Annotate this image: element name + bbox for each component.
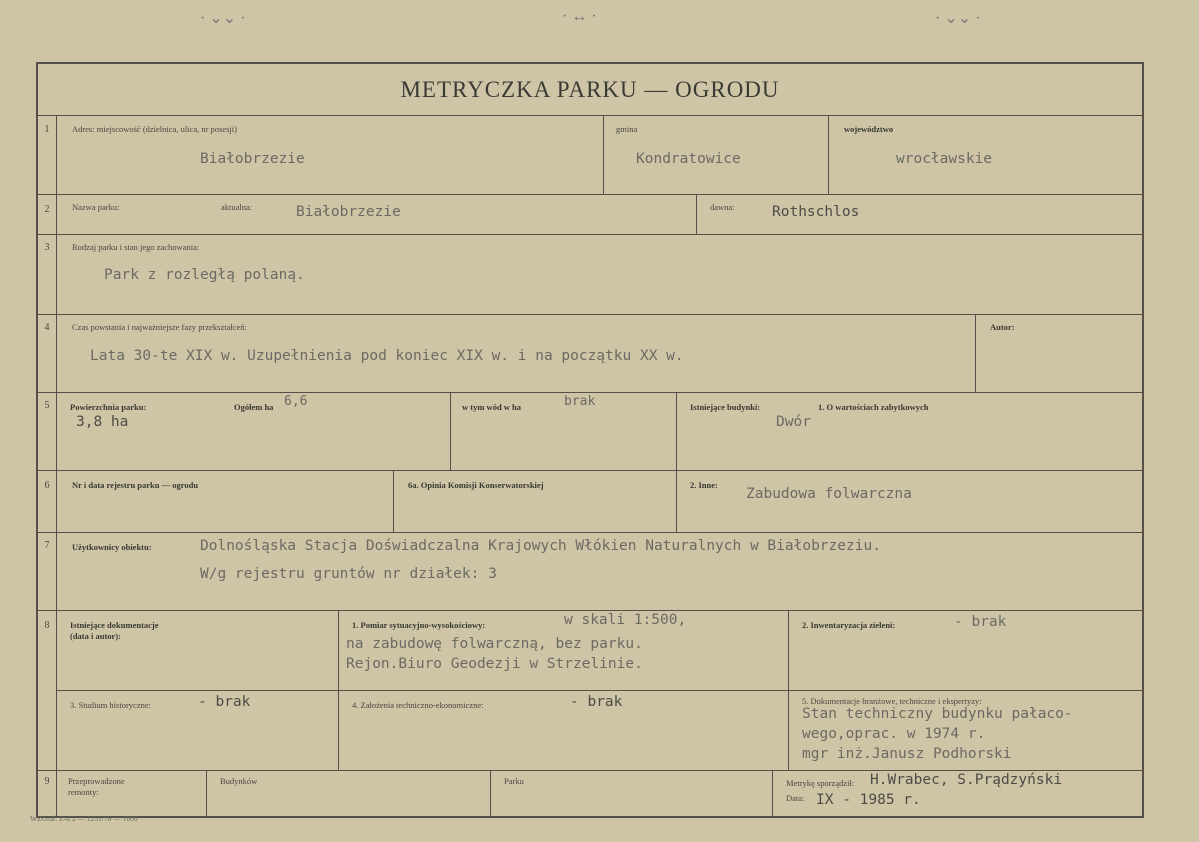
monument-value-label: 1. O wartościach zabytkowych (818, 402, 929, 412)
survey-label: 1. Pomiar sytuacyjno-wysokościowy: (352, 620, 486, 630)
land-registry-value: W/g rejestru gruntów nr działek: 3 (200, 566, 497, 582)
row-divider-8-9 (38, 770, 1142, 771)
historical-study-label: 3. Studium historyczne: (70, 700, 151, 710)
expert-docs-value-line2: wego,oprac. w 1974 r. (802, 726, 986, 742)
existing-buildings-label: Istniejące budynki: (690, 402, 761, 412)
water-area-value: brak (564, 394, 596, 409)
survey-value-line3: Rejon.Biuro Geodezji w Strzelinie. (346, 656, 643, 672)
author-label: Autor: (990, 322, 1015, 332)
r1-divider-a (603, 116, 604, 194)
repairs-park-label: Parku (504, 776, 524, 786)
documentation-label-1: Istniejące dokumentacje (70, 620, 159, 630)
row-8-inner-divider (56, 690, 1144, 691)
repairs-label-1: Przeprowadzone (68, 776, 125, 786)
row-divider-5-6 (38, 470, 1142, 471)
form-title: METRYCZKA PARKU — OGRODU (38, 64, 1142, 116)
greenery-inventory-value: - brak (954, 614, 1007, 630)
expert-docs-value-line1: Stan techniczny budynku pałaco- (802, 706, 1073, 722)
r8-divider-a (338, 610, 339, 770)
row-divider-3-4 (38, 314, 1142, 315)
top-mark-center: · ↔ · (562, 8, 597, 25)
row-number-1: 1 (44, 124, 50, 135)
other-buildings-label: 2. Inne: (690, 480, 718, 490)
r9-divider-a (206, 770, 207, 818)
park-area-label: Powierzchnia parku: (70, 402, 147, 412)
row-divider-4-5 (38, 392, 1142, 393)
survey-value-line2: na zabudowę folwarczną, bez parku. (346, 636, 643, 652)
row-number-2: 2 (44, 204, 50, 215)
r9-divider-b (490, 770, 491, 818)
row-number-4: 4 (44, 322, 50, 333)
documentation-label-2: (data i autor): (70, 631, 121, 641)
technical-assumptions-value: - brak (570, 694, 623, 710)
historical-study-value: - brak (198, 694, 251, 710)
gmina-value: Kondratowice (636, 151, 741, 167)
water-area-label: w tym wód w ha (462, 402, 522, 412)
address-label: Adres: miejscowość (dzielnica, ulica, nr posesji) (72, 124, 237, 134)
row-number-9: 9 (44, 776, 50, 787)
users-value: Dolnośląska Stacja Doświadczalna Krajowych Włókien Naturalnych w Białobrzeziu. (200, 538, 881, 554)
print-code: WZGraf. Z-d 2 — 1251/78 — 1000 (30, 814, 138, 823)
voivodeship-value: wrocławskie (896, 151, 993, 167)
register-label: Nr i data rejestru parku — ogrodu (72, 480, 199, 490)
repairs-buildings-label: Budynków (220, 776, 258, 786)
r6-divider-b (676, 470, 677, 532)
compiled-by-label: Metrykę sporządził: (786, 778, 855, 788)
row-number-6: 6 (44, 480, 50, 491)
commission-opinion-label: 6a. Opinia Komisji Konserwatorskiej (408, 480, 544, 490)
repairs-label-2: remonty: (68, 787, 99, 797)
expert-docs-value-line3: mgr inż.Janusz Podhorski (802, 746, 1012, 762)
total-area-label: Ogółem ha (234, 402, 274, 412)
technical-assumptions-label: 4. Założenia techniczno-ekonomiczne: (352, 700, 484, 710)
voivodeship-label: województwo (844, 124, 894, 134)
park-record-form (36, 62, 1144, 818)
row-divider-2-3 (38, 234, 1142, 235)
users-label: Użytkownicy obiektu: (72, 542, 152, 552)
compiled-by-value: H.Wrabec, S.Prądzyński (870, 772, 1063, 788)
r1-divider-b (828, 116, 829, 194)
r5-divider-b (676, 392, 677, 470)
date-label: Data: (786, 793, 805, 803)
row-number-3: 3 (44, 242, 50, 253)
row-divider-6-7 (38, 532, 1142, 533)
address-value: Białobrzezie (200, 151, 305, 167)
area-value: 3,8 ha (76, 414, 129, 430)
total-area-value: 6,6 (284, 394, 308, 409)
former-name-value: Rothschlos (772, 204, 860, 220)
row-divider-7-8 (38, 610, 1142, 611)
r6-divider-a (393, 470, 394, 532)
row-number-5: 5 (44, 400, 50, 411)
greenery-inventory-label: 2. Inwentaryzacja zieleni: (802, 620, 896, 630)
date-value: IX - 1985 r. (816, 792, 921, 808)
r8-divider-b (788, 610, 789, 770)
top-mark-right: · ⌄⌄ · (935, 10, 981, 27)
current-name-value: Białobrzezie (296, 204, 401, 220)
row-number-7: 7 (44, 540, 50, 551)
park-type-value: Park z rozległą polaną. (104, 267, 305, 283)
r4-divider (975, 314, 976, 392)
row-number-8: 8 (44, 620, 50, 631)
creation-time-label: Czas powstania i najważniejsze fazy przekształceń: (72, 322, 247, 332)
existing-buildings-value: Dwór (776, 414, 811, 430)
park-name-label: Nazwa parku: (72, 202, 120, 212)
former-name-label: dawna: (710, 202, 735, 212)
current-name-label: aktualna: (221, 202, 253, 212)
top-mark-left: · ⌄⌄ · (200, 10, 246, 27)
park-type-label: Rodzaj parku i stan jego zachowania: (72, 242, 200, 252)
gmina-label: gmina (616, 124, 638, 134)
creation-time-value: Lata 30-te XIX w. Uzupełnienia pod koniec XIX w. i na początku XX w. (90, 348, 684, 364)
r2-divider (696, 194, 697, 234)
row-divider-1-2 (38, 194, 1142, 195)
r9-divider-c (772, 770, 773, 818)
number-column-divider (56, 116, 57, 818)
survey-value-line1: w skali 1:500, (564, 612, 687, 628)
other-buildings-value: Zabudowa folwarczna (746, 486, 912, 502)
r5-divider-a (450, 392, 451, 470)
expert-docs-label: 5. Dokumentacje branżowe, techniczne i ekspertyzy: (802, 696, 982, 706)
